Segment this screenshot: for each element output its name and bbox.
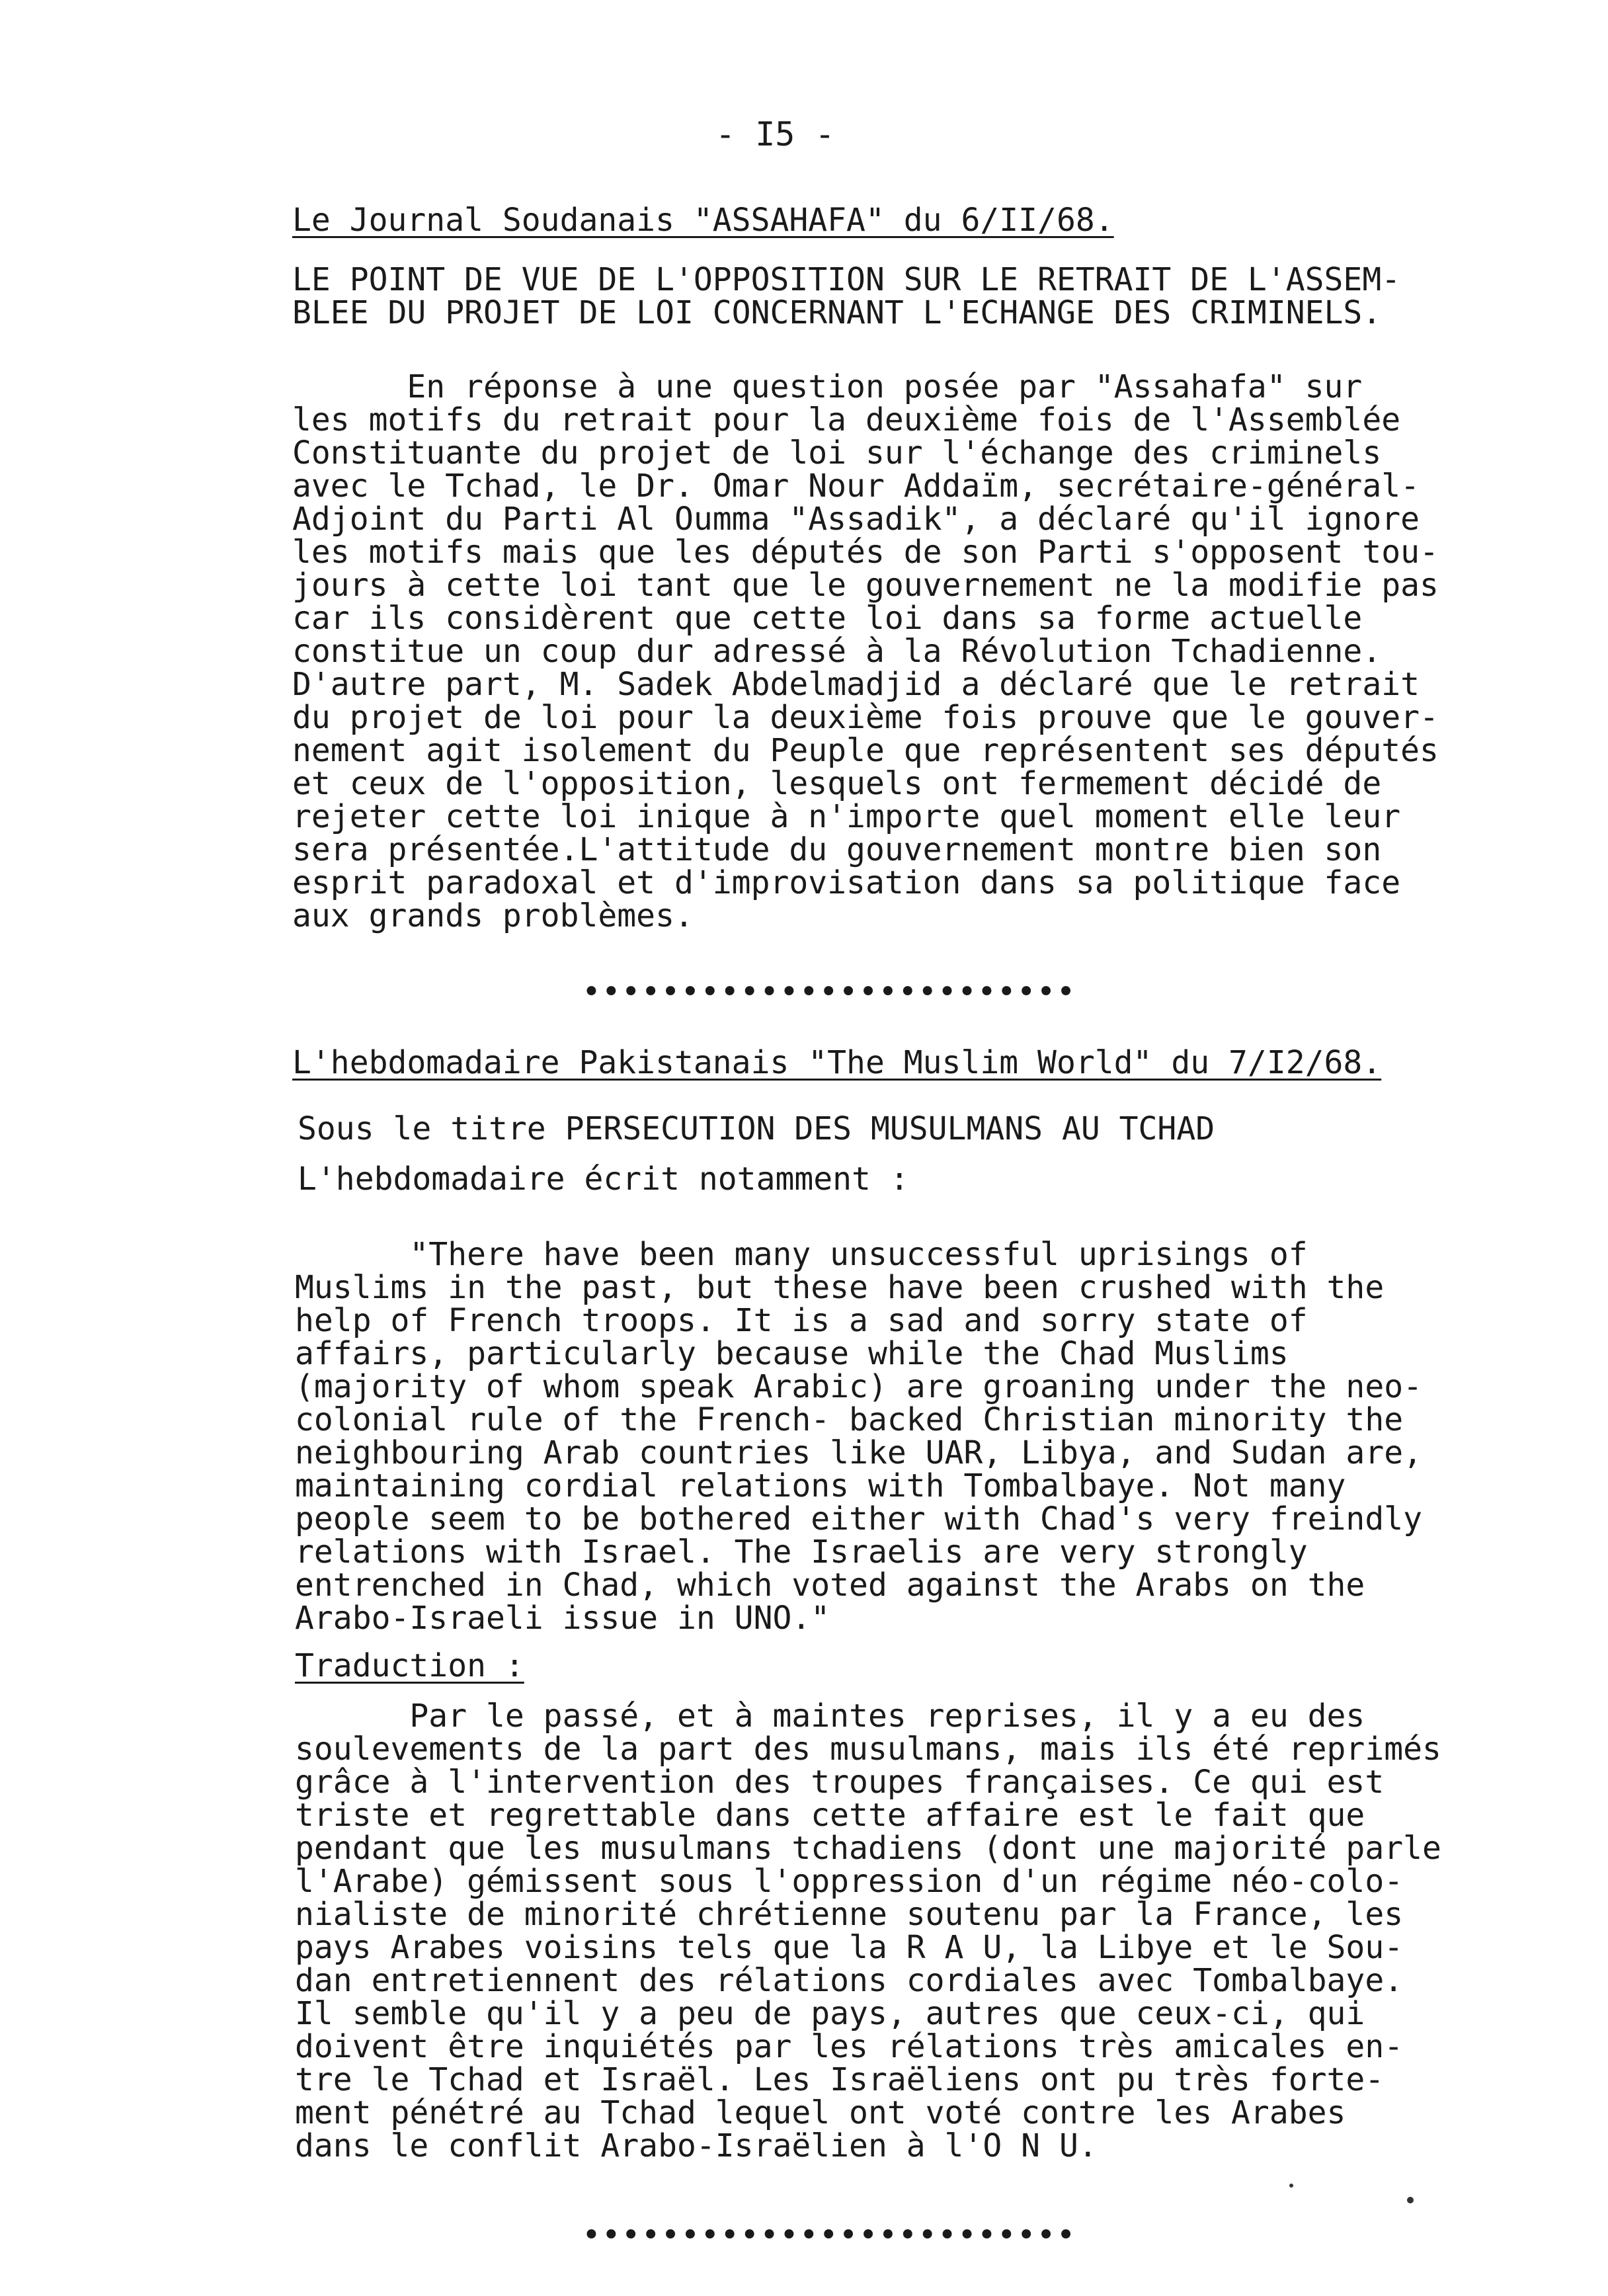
quote-line: (majority of whom speak Arabic) are groaning under the neo-	[295, 1368, 1423, 1405]
section-separator: •••••••••••••••••••••••••	[582, 973, 1076, 1010]
body-line: D'autre part, M. Sadek Abdelmadjid a déclaré que le retrait	[292, 666, 1420, 703]
quote-line: neighbouring Arab countries like UAR, Libya, and Sudan are,	[295, 1434, 1423, 1471]
ink-speck	[1407, 2197, 1414, 2203]
body-line: rejeter cette loi inique à n'importe quel moment elle leur	[292, 798, 1401, 835]
translation-line: ment pénétré au Tchad lequel ont voté contre les Arabes	[295, 2094, 1346, 2131]
translation-line: grâce à l'intervention des troupes françaises. Ce qui est	[295, 1764, 1385, 1801]
translation-line: tre le Tchad et Israël. Les Israëliens ont pu très forte-	[295, 2061, 1385, 2098]
quote-line: Arabo-Israeli issue in UNO."	[295, 1600, 830, 1637]
quote-line: entrenched in Chad, which voted against the Arabs on the	[295, 1567, 1365, 1604]
quote-line: relations with Israel. The Israelis are very strongly	[295, 1534, 1308, 1571]
quote-line: "There have been many unsuccessful uprisings of	[295, 1236, 1308, 1273]
body-line: nement agit isolement du Peuple que représentent ses députés	[292, 732, 1439, 769]
quote-line: affairs, particularly because while the Chad Muslims	[295, 1335, 1289, 1372]
body-line: du projet de loi pour la deuxième fois prouve que le gouver-	[292, 699, 1439, 736]
quote-line: colonial rule of the French- backed Christian minority the	[295, 1401, 1404, 1438]
body-line: les motifs mais que les députés de son Parti s'opposent tou-	[292, 534, 1439, 571]
body-line: aux grands problèmes.	[292, 897, 694, 934]
article-source-title: Le Journal Soudanais "ASSAHAFA" du 6/II/68.	[292, 202, 1114, 239]
translation-line: pays Arabes voisins tels que la R A U, la Libye et le Sou-	[295, 1929, 1404, 1966]
translation-line: doivent être inquiétés par les rélations très amicales en-	[295, 2028, 1404, 2065]
quote-line: Muslims in the past, but these have been crushed with the	[295, 1269, 1385, 1306]
section-separator: •••••••••••••••••••••••••	[582, 2217, 1076, 2254]
quote-line: maintaining cordial relations with Tombalbaye. Not many	[295, 1467, 1346, 1504]
translation-line: dans le conflit Arabo-Israëlien à l'O N U.	[295, 2127, 1098, 2164]
page-number: - I5 -	[715, 115, 835, 153]
body-line: Adjoint du Parti Al Oumma "Assadik", a déclaré qu'il ignore	[292, 501, 1420, 538]
quote-line: people seem to be bothered either with Chad's very freindly	[295, 1500, 1423, 1538]
translation-line: Il semble qu'il y a peu de pays, autres que ceux-ci, qui	[295, 1995, 1365, 2032]
translation-line: nialiste de minorité chrétienne soutenu par la France, les	[295, 1896, 1404, 1933]
translation-line: pendant que les musulmans tchadiens (dont une majorité parle	[295, 1830, 1441, 1867]
body-line: car ils considèrent que cette loi dans sa forme actuelle	[292, 600, 1363, 637]
body-line: esprit paradoxal et d'improvisation dans sa politique face	[292, 864, 1401, 901]
translation-line: dan entretiennent des rélations cordiales avec Tombalbaye.	[295, 1962, 1404, 1999]
body-line: et ceux de l'opposition, lesquels ont fermement décidé de	[292, 765, 1382, 802]
translation-line: l'Arabe) gémissent sous l'oppression d'un régime néo-colo-	[295, 1863, 1404, 1900]
headline-line: LE POINT DE VUE DE L'OPPOSITION SUR LE RETRAIT DE L'ASSEM-	[292, 261, 1401, 298]
translation-label: Traduction :	[295, 1647, 524, 1684]
translation-line: triste et regrettable dans cette affaire est le fait que	[295, 1797, 1365, 1834]
body-line: Constituante du projet de loi sur l'échange des criminels	[292, 434, 1382, 472]
article-source-title: L'hebdomadaire Pakistanais "The Muslim World" du 7/I2/68.	[292, 1044, 1382, 1081]
intro-line: Sous le titre PERSECUTION DES MUSULMANS AU TCHAD	[298, 1110, 1215, 1147]
body-line: les motifs du retrait pour la deuxième fois de l'Assemblée	[292, 401, 1401, 438]
intro-line: L'hebdomadaire écrit notamment :	[298, 1161, 909, 1198]
body-line: jours à cette loi tant que le gouvernement ne la modifie pas	[292, 567, 1439, 604]
headline-line: BLEE DU PROJET DE LOI CONCERNANT L'ECHANGE DES CRIMINELS.	[292, 294, 1382, 331]
body-line: constitue un coup dur adressé à la Révolution Tchadienne.	[292, 633, 1382, 670]
translation-line: soulevements de la part des musulmans, mais ils été reprimés	[295, 1731, 1441, 1768]
quote-line: help of French troops. It is a sad and sorry state of	[295, 1302, 1308, 1339]
body-line: En réponse à une question posée par "Assahafa" sur	[292, 368, 1363, 405]
ink-speck	[1289, 2184, 1293, 2188]
translation-line: Par le passé, et à maintes reprises, il y a eu des	[295, 1698, 1365, 1735]
body-line: avec le Tchad, le Dr. Omar Nour Addaïm, secrétaire-général-	[292, 468, 1420, 505]
body-line: sera présentée.L'attitude du gouvernement montre bien son	[292, 831, 1382, 868]
